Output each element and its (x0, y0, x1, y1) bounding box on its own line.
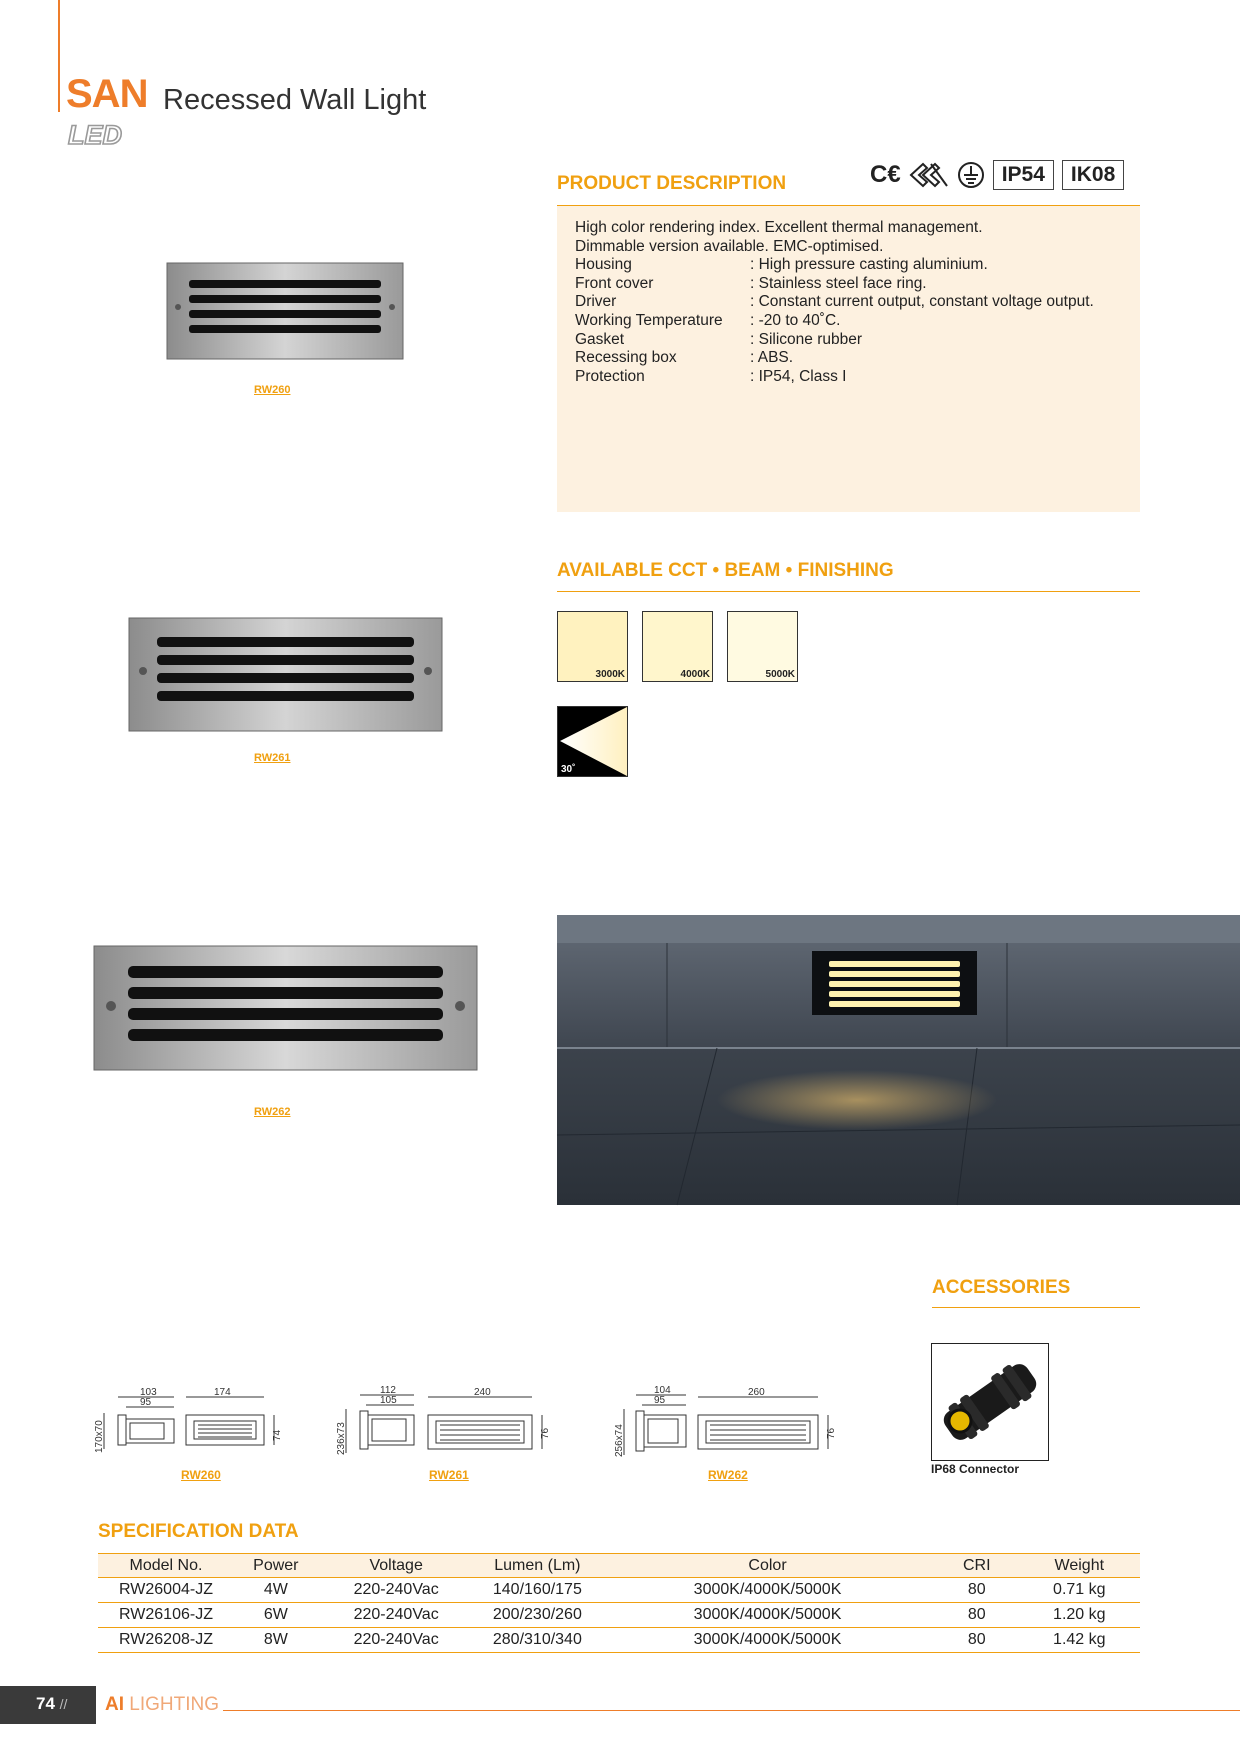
cell-lumen: 200/230/260 (492, 1606, 582, 1623)
cct-label: 5000K (765, 669, 795, 680)
product-image-rw261 (129, 618, 442, 731)
dim-h-rw260: 170x70 (94, 1420, 105, 1453)
cell-color: 3000K/4000K/5000K (693, 1606, 842, 1623)
cct-label: 4000K (680, 669, 710, 680)
table-row (98, 1628, 1140, 1653)
accessories-heading: ACCESSORIES (932, 1277, 1071, 1298)
cell-power: 6W (263, 1606, 288, 1623)
column-header: Color (748, 1556, 787, 1574)
ce-mark-icon: C€ (870, 161, 901, 188)
spec-key: Front cover (575, 274, 654, 292)
spec-value: : Stainless steel face ring. (750, 274, 927, 292)
spec-key: Protection (575, 367, 645, 385)
accessory-label: IP68 Connector (931, 1462, 1020, 1476)
spec-key: Recessing box (575, 349, 677, 367)
drawing-label-rw262: RW262 (708, 1468, 748, 1482)
specification-heading: SPECIFICATION DATA (98, 1521, 299, 1542)
dim-c-rw262: 260 (748, 1387, 765, 1398)
dimension-drawings (94, 1375, 898, 1457)
spec-value: : High pressure casting aluminium. (750, 256, 988, 274)
spec-value: : -20 to 40˚C. (750, 311, 841, 329)
column-header: CRI (962, 1556, 991, 1574)
dim-b-rw260: 95 (140, 1397, 152, 1408)
beam-angle-icon (557, 706, 628, 777)
beam-angle-label: 30˚ (561, 764, 576, 775)
spec-key: Gasket (575, 330, 625, 348)
column-header: Lumen (Lm) (494, 1556, 581, 1574)
cct-beam-finishing-heading: AVAILABLE CCT • BEAM • FINISHING (557, 560, 894, 581)
drawing-rw260-front (186, 1397, 274, 1445)
certification-row (870, 160, 1124, 190)
dim-h-rw261: 236x73 (336, 1422, 347, 1455)
description-text (575, 219, 1094, 386)
cell-voltage: 220-240Vac (353, 1606, 439, 1623)
table-row (98, 1578, 1140, 1603)
cell-weight: 0.71 kg (1053, 1581, 1106, 1598)
cell-model: RW26106-JZ (119, 1606, 213, 1623)
spec-value: : Constant current output, constant voltage output. (750, 293, 1094, 311)
product-family-title: SAN (66, 72, 148, 116)
product-type-title: Recessed Wall Light (163, 84, 427, 116)
description-line-2: Dimmable version available. EMC-optimised. (575, 237, 884, 255)
cell-cri: 80 (967, 1631, 986, 1648)
dim-r-rw260: 74 (272, 1429, 283, 1441)
ukca-mark-icon (909, 162, 949, 188)
cell-model: RW26208-JZ (119, 1631, 213, 1648)
cct-swatch-3000k (557, 611, 628, 682)
cell-lumen: 280/310/340 (492, 1631, 582, 1648)
ip-rating-badge: IP54 (993, 160, 1054, 190)
column-header: Voltage (369, 1556, 423, 1574)
drawing-label-rw261: RW261 (429, 1468, 469, 1482)
table-row (98, 1603, 1140, 1628)
cell-voltage: 220-240Vac (353, 1581, 439, 1598)
drawing-rw262-front (698, 1397, 828, 1449)
dim-r-rw262: 76 (826, 1427, 837, 1439)
dim-c-rw260: 174 (214, 1387, 231, 1398)
column-header: Power (253, 1556, 299, 1574)
drawing-rw260-side (104, 1397, 174, 1449)
drawing-rw261-front (428, 1397, 542, 1449)
ik-rating-badge: IK08 (1062, 160, 1124, 190)
cct-rule (557, 591, 1140, 592)
footer-brand (105, 1694, 219, 1716)
dim-c-rw261: 240 (474, 1387, 491, 1398)
header-accent-line (58, 0, 60, 112)
cell-color: 3000K/4000K/5000K (693, 1631, 842, 1648)
product-label-rw261: RW261 (254, 752, 291, 764)
table-header-row (98, 1554, 1140, 1578)
product-label-rw262: RW262 (254, 1106, 291, 1118)
dim-h-rw262: 256x74 (614, 1424, 625, 1457)
cell-model: RW26004-JZ (119, 1581, 213, 1598)
cell-voltage: 220-240Vac (353, 1631, 439, 1648)
earth-ground-icon (957, 161, 985, 189)
cct-swatch-5000k (727, 611, 798, 682)
cct-swatch-4000k (642, 611, 713, 682)
footer-brand-light: LIGHTING (129, 1694, 220, 1715)
cell-weight: 1.20 kg (1053, 1606, 1106, 1623)
led-logo: LED (68, 120, 122, 150)
product-image-rw262 (94, 946, 477, 1070)
product-label-rw260: RW260 (254, 384, 291, 396)
spec-key: Working Temperature (575, 311, 723, 329)
spec-key: Housing (575, 256, 632, 274)
spec-value: : ABS. (750, 349, 794, 367)
page-number (36, 1694, 67, 1714)
cct-label: 3000K (595, 669, 625, 680)
page-number-separator: // (59, 1696, 68, 1712)
spec-value: : IP54, Class I (750, 367, 847, 385)
description-line-1: High color rendering index. Excellent thermal management. (575, 219, 983, 236)
cell-cri: 80 (967, 1581, 986, 1598)
ip68-connector-image (932, 1344, 1048, 1460)
footer-rule (223, 1710, 1240, 1711)
accessory-image-box (931, 1343, 1049, 1461)
page-number-value: 74 (36, 1694, 55, 1713)
cell-power: 4W (263, 1581, 288, 1598)
cell-weight: 1.42 kg (1053, 1631, 1106, 1648)
installation-photo-illustration (557, 915, 1240, 1205)
footer-brand-bold: AI (105, 1694, 124, 1715)
cell-cri: 80 (967, 1606, 986, 1623)
dim-a-rw260: 103 (140, 1387, 157, 1398)
dim-a-rw262: 104 (654, 1385, 671, 1396)
column-header: Model No. (129, 1556, 203, 1574)
spec-key: Driver (575, 293, 617, 311)
dim-b-rw261: 105 (380, 1395, 397, 1406)
column-header: Weight (1054, 1556, 1105, 1574)
dim-b-rw262: 95 (654, 1395, 666, 1406)
spec-value: : Silicone rubber (750, 330, 863, 348)
cell-power: 8W (263, 1631, 288, 1648)
cell-lumen: 140/160/175 (492, 1581, 582, 1598)
specification-table (98, 1553, 1140, 1653)
cell-color: 3000K/4000K/5000K (693, 1581, 842, 1598)
dim-r-rw261: 76 (540, 1427, 551, 1439)
drawing-label-rw260: RW260 (181, 1468, 221, 1482)
accessories-rule (932, 1307, 1140, 1308)
installation-photo (557, 915, 1240, 1205)
product-description-heading: PRODUCT DESCRIPTION (557, 173, 787, 194)
product-image-rw260 (167, 263, 403, 359)
dim-a-rw261: 112 (380, 1385, 396, 1396)
